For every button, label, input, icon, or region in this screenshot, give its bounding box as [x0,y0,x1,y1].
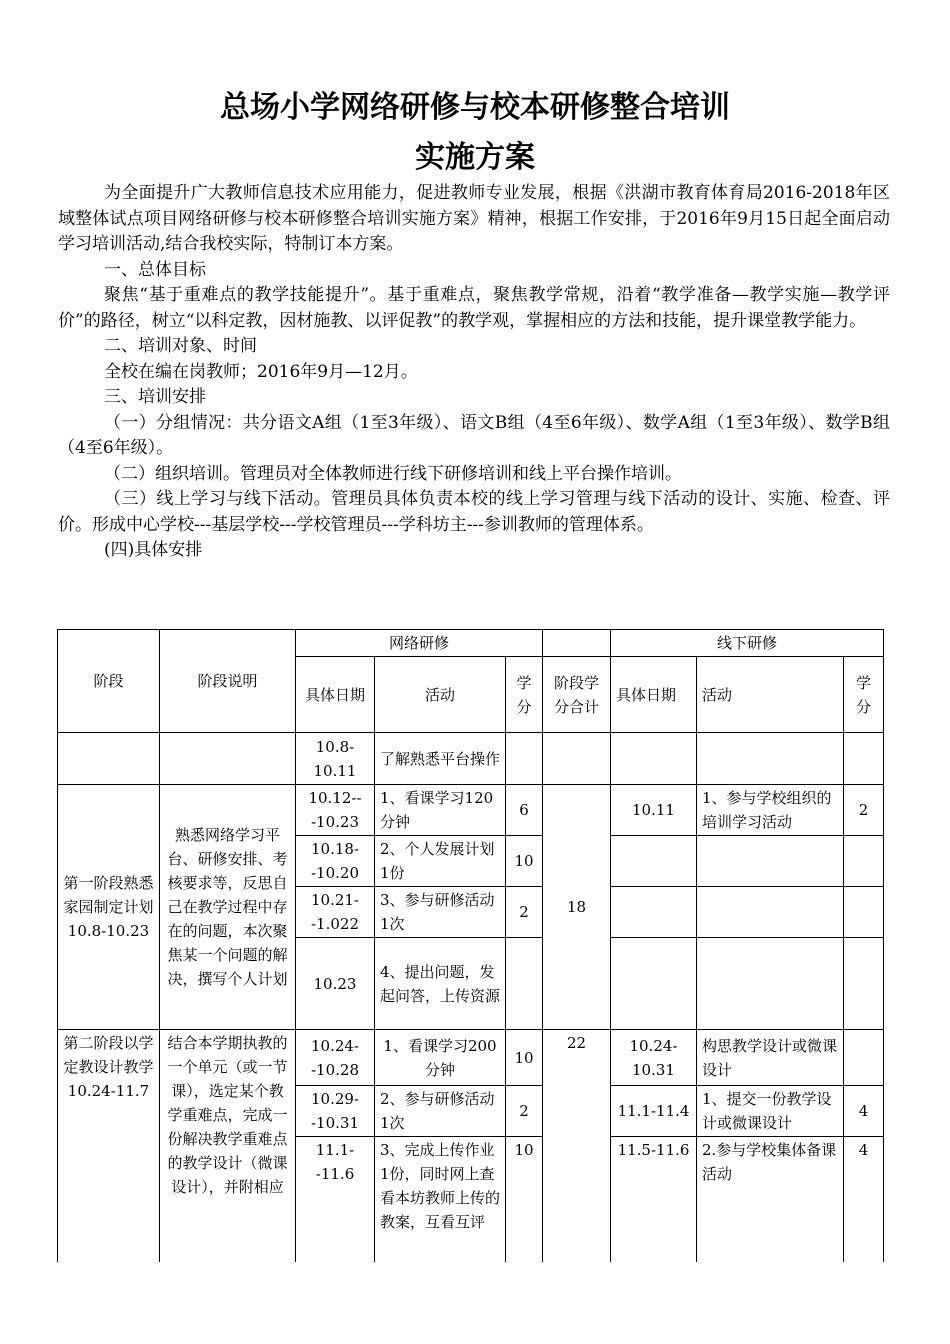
activity-cell: 3、参与研修活动1次 [375,887,506,938]
offline-date-cell: 10.11 [611,785,697,836]
date-cell: 10.8-10.11 [296,733,375,785]
credit-cell: 2 [506,887,543,938]
targets-paragraph: 全校在编在岗教师；2016年9月—12月。 [104,361,418,382]
offline-activity-cell: 1、提交一份教学设计或微课设计 [697,1086,844,1137]
stage-total-cell: 18 [543,785,611,1030]
header-offline-credit: 学分 [844,657,884,733]
activity-cell: 3、完成上传作业1份，同时网上查看本坊教师上传的教案，互看互评 [375,1137,506,1262]
document-body [58,181,890,564]
date-cell: 10.21--1.022 [296,887,375,938]
header-online: 网络研修 [296,630,543,657]
offline-date-cell: 11.5-11.6 [611,1137,697,1262]
schedule-heading: (四)具体安排 [104,540,203,560]
activity-cell: 了解熟悉平台操作 [375,733,506,785]
offline-activity-cell: 1、参与学校组织的培训学习活动 [697,785,844,836]
date-cell: 10.18--10.20 [296,836,375,887]
stage-desc-cell: 结合本学期执教的一个单元（或一节课），选定某个教学重难点，完成一份解决教学重难点的教学设计（微课设计），并附相应 [160,1030,296,1262]
schedule-table [57,629,884,1262]
date-cell: 10.12---10.23 [296,785,375,836]
header-date: 具体日期 [296,657,375,733]
section-heading-arrangement: 三、培训安排 [104,387,206,407]
date-cell: 10.23 [296,938,375,1030]
stage-name-cell: 第二阶段以学定教设计教学10.24-11.7 [58,1030,160,1262]
date-cell: 10.29--10.31 [296,1086,375,1137]
stage-name-cell: 第一阶段熟悉家园制定计划10.8-10.23 [58,785,160,1030]
section-heading-targets: 二、培训对象、时间 [104,336,257,356]
header-stage: 阶段 [58,630,160,733]
activity-cell: 4、提出问题，发起问答，上传资源 [375,938,506,1030]
organize-paragraph: （二）组织培训。管理员对全体教师进行线下研修培训和线上平台操作培训。 [104,463,682,484]
credit-cell [506,938,543,1030]
table-row [58,785,884,836]
credit-cell: 10 [506,1030,543,1086]
offline-credit-cell: 4 [844,1137,884,1262]
stage-desc-cell: 熟悉网络学习平台、研修安排、考核要求等，反思自己在教学过程中存在的问题，本次聚焦某一个问题的解决，撰写个人计划 [160,785,296,1030]
header-stage-desc: 阶段说明 [160,630,296,733]
goals-paragraph: 聚焦“基于重难点的教学技能提升”。基于重难点，聚焦教学常规，沿着“教学准备—教学实施—教学评价”的路径，树立“以科定教，因材施教、以评促教”的教学观，掌握相应的方法和技能，提升课堂教学能力。 [58,285,890,331]
offline-credit-cell: 4 [844,1086,884,1137]
online-offline-paragraph: （三）线上学习与线下活动。管理员具体负责本校的线上学习管理与线下活动的设计、实施、检查、评价。形成中心学校---基层学校---学校管理员---学科坊主---参训教师的管理体系。 [58,489,890,535]
header-offline-activity: 活动 [697,657,844,733]
header-stage-total: 阶段学分合计 [543,657,611,733]
date-cell: 11.1--11.6 [296,1137,375,1262]
section-heading-goals: 一、总体目标 [104,259,206,280]
offline-date-cell: 10.24-10.31 [611,1030,697,1086]
offline-credit-cell [844,1030,884,1086]
document-title: 总场小学网络研修与校本研修整合培训 [220,90,730,125]
offline-activity-cell: 2.参与学校集体备课活动 [697,1137,844,1262]
stage-total-cell: 22 [543,1030,611,1262]
grouping-paragraph: （一）分组情况：共分语文A组（1至3年级）、语文B组（4至6年级）、数学A组（1至3年级）、数学B组（4至6年级）。 [58,412,890,458]
table-row [58,733,884,785]
header-offline: 线下研修 [611,630,884,657]
table-header-row [58,630,884,657]
activity-cell: 2、参与研修活动1次 [375,1086,506,1137]
activity-cell: 1、看课学习120分钟 [375,785,506,836]
header-credit: 学分 [506,657,543,733]
offline-credit-cell: 2 [844,785,884,836]
credit-cell: 10 [506,836,543,887]
document-subtitle: 实施方案 [415,140,535,175]
header-blank [543,630,611,657]
credit-cell: 2 [506,1086,543,1137]
activity-cell: 1、看课学习200分钟 [375,1030,506,1086]
date-cell: 10.24--10.28 [296,1030,375,1086]
table-row [58,1030,884,1086]
header-offline-date: 具体日期 [611,657,697,733]
activity-cell: 2、个人发展计划1份 [375,836,506,887]
credit-cell: 6 [506,785,543,836]
credit-cell: 10 [506,1137,543,1262]
offline-date-cell: 11.1-11.4 [611,1086,697,1137]
intro-paragraph: 为全面提升广大教师信息技术应用能力，促进教师专业发展，根据《洪湖市教育体育局2016-2018年区域整体试点项目网络研修与校本研修整合培训实施方案》精神，根据工作安排，于2016年9月15日起全面启动学习培训活动,结合我校实际，特制订本方案。 [58,183,890,254]
offline-activity-cell: 构思教学设计或微课设计 [697,1030,844,1086]
header-activity: 活动 [375,657,506,733]
